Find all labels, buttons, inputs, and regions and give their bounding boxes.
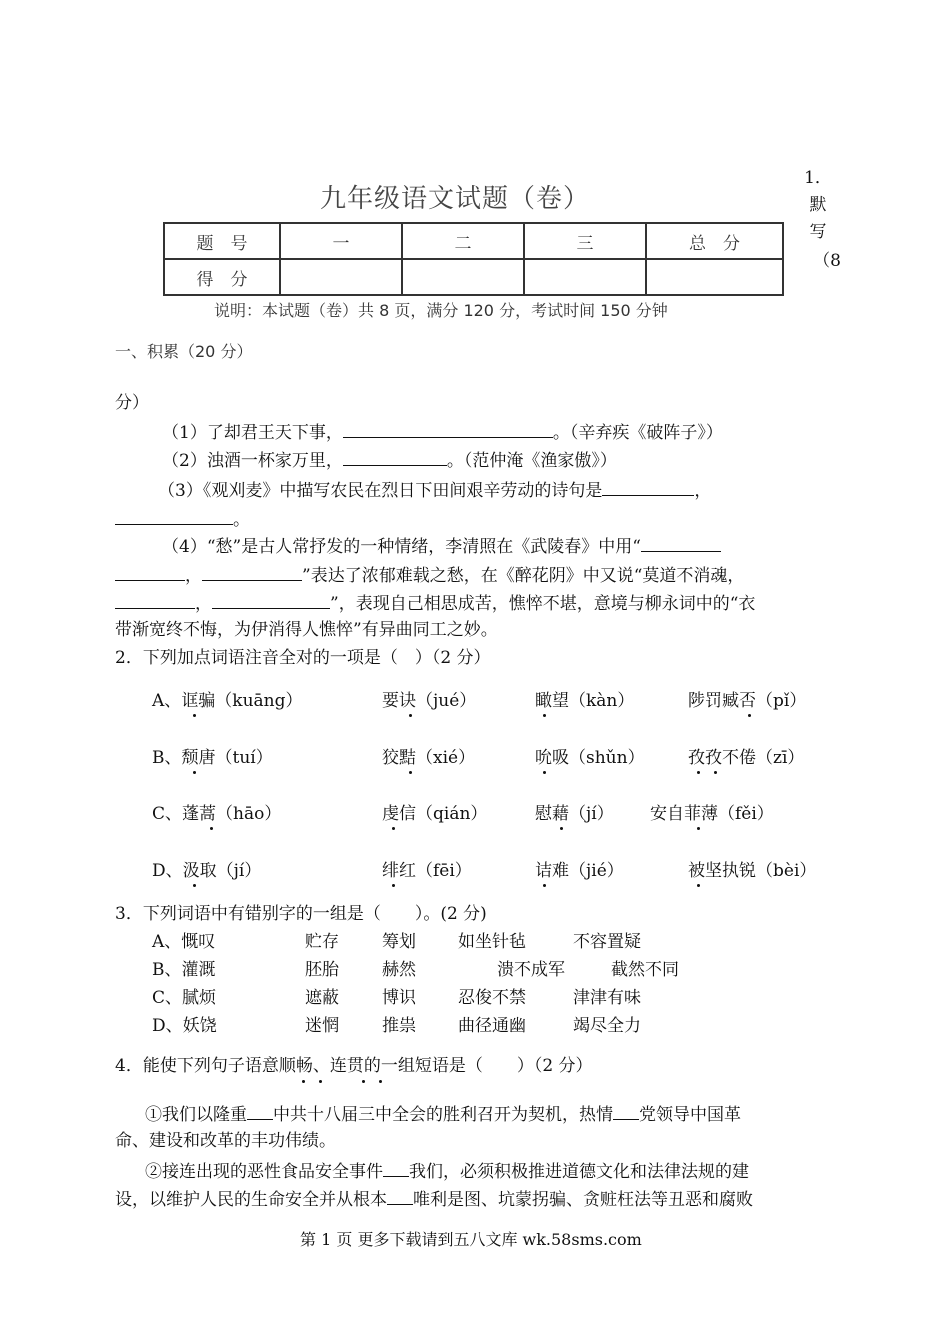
score-table <box>163 222 784 296</box>
q3-a-word-3: 筹划 <box>382 932 416 952</box>
q1-item-3 <box>158 477 711 503</box>
emphasis-dot <box>714 771 717 774</box>
q1-item-2-source: 。（范仲淹《渔家傲》） <box>446 451 617 471</box>
q2-option-d-3: 诘难（jié） <box>535 861 624 881</box>
q1-item-4-line1 <box>162 533 721 559</box>
q1-blank-7[interactable] <box>202 562 302 581</box>
emphasis-dot <box>748 714 751 717</box>
q3-d-word-2: 迷惘 <box>305 1016 339 1036</box>
q2-option-b-3: 吮吸（shǔn） <box>535 748 645 768</box>
q2-option-d-2: 绯红（fēi） <box>382 861 472 881</box>
q3-b-word-2: 胚胎 <box>305 960 339 980</box>
q2-option-b-1[interactable]: B、颓唐（tuí） <box>152 748 273 768</box>
q1-item-4-comma-1: ， <box>185 566 202 586</box>
score-input-total[interactable] <box>646 259 783 295</box>
q2-option-b-4: 孜孜不倦（zī） <box>688 748 805 768</box>
q4-s1-text-2: 中共十八届三中全会的胜利召开为契机，热情 <box>273 1105 613 1125</box>
cell-score-label: 得 分 <box>164 259 280 295</box>
q3-a-word-1: A、慨叹 <box>152 932 216 952</box>
q3-c-word-3: 博识 <box>382 988 416 1008</box>
q4-blank-1[interactable] <box>247 1101 273 1120</box>
emphasis-dot <box>193 771 196 774</box>
emphasis-dot <box>543 884 546 887</box>
emphasis-dot <box>697 827 700 830</box>
q3-option-c[interactable] <box>152 986 216 1010</box>
q4-sentence-1-line1 <box>145 1101 741 1127</box>
q3-c-word-5: 津津有味 <box>573 988 641 1008</box>
emphasis-dot <box>392 884 395 887</box>
q1-blank-3[interactable] <box>602 477 694 496</box>
q1-item-3-line2 <box>115 506 250 532</box>
q2-option-a-4: 陟罚臧否（pǐ） <box>688 691 807 711</box>
q1-item-4-text-2: ”表达了浓郁难载之愁，在《醉花阴》中又说“莫道不消魂， <box>302 566 745 586</box>
q4-stem: 4．能使下列句子语意顺畅、连贯的一组短语是（ ）（2 分） <box>115 1056 593 1076</box>
q3-d-word-1: D、妖饶 <box>152 1016 217 1036</box>
q2-option-d-4: 被坚执锐（bèi） <box>688 861 817 881</box>
q1-item-4-text-1: （4）“愁”是古人常抒发的一种情绪，李清照在《武陵春》中用“ <box>162 537 641 557</box>
emphasis-dot <box>697 884 700 887</box>
q3-c-word-2: 遮蔽 <box>305 988 339 1008</box>
q3-stem: 3．下列词语中有错别字的一组是（ ）。(2 分) <box>115 904 487 924</box>
cell-total: 总 分 <box>646 223 783 259</box>
q4-s2-text-3: 设，以维护人民的生命安全并从根本 <box>115 1190 387 1210</box>
q3-b-word-1: B、灌溉 <box>152 960 216 980</box>
q2-option-a-1[interactable]: A、诓骗（kuāng） <box>152 691 303 711</box>
emphasis-dot <box>379 1080 382 1083</box>
q4-sentence-2-line1 <box>145 1158 749 1184</box>
q1-item-1-source: 。（辛弃疾《破阵子》） <box>552 423 723 443</box>
q3-option-a[interactable] <box>152 930 215 954</box>
emphasis-dot <box>210 827 213 830</box>
side-label-1: 1． <box>804 168 832 188</box>
emphasis-dot <box>409 714 412 717</box>
page-footer: 第 1 页 更多下载请到五八文库 wk.58sms.com <box>300 1230 642 1249</box>
score-input-one[interactable] <box>280 259 402 295</box>
q2-option-a-2: 要诀（jué） <box>382 691 477 711</box>
q1-item-1 <box>162 419 723 445</box>
emphasis-dot <box>392 827 395 830</box>
q1-item-4-line3 <box>115 590 755 616</box>
section-title: 一、积累（20 分） <box>115 342 253 361</box>
cell-question-number-label: 题 号 <box>164 223 280 259</box>
q3-d-word-3: 推祟 <box>382 1016 416 1036</box>
q4-s2-text-2: 我们，必须积极推进道德文化和法律法规的建 <box>409 1162 749 1182</box>
side-label-3: 写 <box>809 222 827 242</box>
q1-blank-1[interactable] <box>343 419 553 438</box>
q1-item-4-line2 <box>115 562 744 588</box>
score-table-score-row <box>164 259 783 295</box>
q2-option-c-1[interactable]: C、蓬蒿（hāo） <box>152 804 282 824</box>
q3-b-word-3: 赫然 <box>382 960 416 980</box>
q4-s1-text-3: 党领导中国革 <box>639 1105 741 1125</box>
q4-s2-text-4: 唯利是图、坑蒙拐骗、贪赃枉法等丑恶和腐败 <box>413 1190 753 1210</box>
q1-blank-6[interactable] <box>115 562 185 581</box>
q3-b-word-5: 截然不同 <box>611 960 679 980</box>
q3-d-word-4: 曲径通幽 <box>458 1016 526 1036</box>
q3-c-word-4: 忍俊不禁 <box>458 988 526 1008</box>
q4-blank-3[interactable] <box>383 1158 409 1177</box>
q1-item-3-text: （3）《观刈麦》中描写农民在烈日下田间艰辛劳动的诗句是 <box>158 481 603 501</box>
emphasis-dot <box>319 1080 322 1083</box>
score-input-three[interactable] <box>524 259 646 295</box>
q4-sentence-1-line2: 命、建设和改革的丰功伟绩。 <box>115 1131 336 1151</box>
q1-item-4-line4: 带渐宽终不悔，为伊消得人憔悴”有异曲同工之妙。 <box>115 620 498 640</box>
q2-option-a-3: 瞰望（kàn） <box>535 691 635 711</box>
q4-blank-2[interactable] <box>613 1101 639 1120</box>
q3-b-word-4: 溃不成军 <box>497 960 565 980</box>
q2-option-c-4: 安自菲薄（fěi） <box>650 804 774 824</box>
q2-option-c-2: 虔信（qián） <box>382 804 488 824</box>
q1-item-3-comma: ， <box>694 481 712 501</box>
q4-sentence-2-line2 <box>115 1186 753 1212</box>
q1-item-1-text: （1）了却君王天下事， <box>162 423 343 443</box>
q1-item-4-text-3: ”，表现自己相思成苦，憔悴不堪，意境与柳永词中的“衣 <box>330 594 756 614</box>
q1-blank-9[interactable] <box>212 590 330 609</box>
side-label-2: 默 <box>809 195 827 215</box>
emphasis-dot <box>302 1080 305 1083</box>
q3-c-word-1: C、腻烦 <box>152 988 217 1008</box>
emphasis-dot <box>543 714 546 717</box>
cell-part-two: 二 <box>402 223 524 259</box>
score-table-header-row <box>164 223 783 259</box>
exam-note: 说明：本试题（卷）共 8 页，满分 120 分，考试时间 150 分钟 <box>214 301 668 320</box>
q1-continuation: 分） <box>115 393 149 413</box>
q3-a-word-2: 贮存 <box>305 932 339 952</box>
page-title: 九年级语文试题（卷） <box>320 184 591 214</box>
q1-item-3-end: 。 <box>233 510 250 530</box>
emphasis-dot <box>362 1080 365 1083</box>
q1-blank-2[interactable] <box>343 447 447 466</box>
score-input-two[interactable] <box>402 259 524 295</box>
q1-blank-4[interactable] <box>115 506 233 525</box>
q3-option-d[interactable] <box>152 1014 217 1038</box>
side-label-4: （8 <box>813 251 841 271</box>
q3-a-word-5: 不容置疑 <box>573 932 641 952</box>
q1-item-2 <box>162 447 617 473</box>
cell-part-three: 三 <box>524 223 646 259</box>
emphasis-dot <box>697 771 700 774</box>
q4-s2-text-1: ②接连出现的恶性食品安全事件 <box>145 1162 383 1182</box>
emphasis-dot <box>560 827 563 830</box>
emphasis-dot <box>193 714 196 717</box>
q3-a-word-4: 如坐针毡 <box>458 932 526 952</box>
q2-stem: 2．下列加点词语注音全对的一项是（ ）（2 分） <box>115 648 491 668</box>
q1-item-2-text: （2）浊酒一杯家万里， <box>162 451 343 471</box>
emphasis-dot <box>543 771 546 774</box>
q3-option-b[interactable] <box>152 958 216 982</box>
q4-blank-4[interactable] <box>387 1186 413 1205</box>
q3-d-word-5: 竭尽全力 <box>573 1016 641 1036</box>
q1-blank-8[interactable] <box>115 590 195 609</box>
emphasis-dot <box>193 884 196 887</box>
q1-item-4-comma-2: ， <box>195 594 212 614</box>
q1-blank-5[interactable] <box>641 533 721 552</box>
cell-part-one: 一 <box>280 223 402 259</box>
q2-option-c-3: 慰藉（jí） <box>535 804 614 824</box>
q4-s1-text-1: ①我们以隆重 <box>145 1105 247 1125</box>
q2-option-d-1[interactable]: D、汲取（jí） <box>152 861 262 881</box>
q2-option-b-2: 狡黠（xié） <box>382 748 476 768</box>
emphasis-dot <box>409 771 412 774</box>
